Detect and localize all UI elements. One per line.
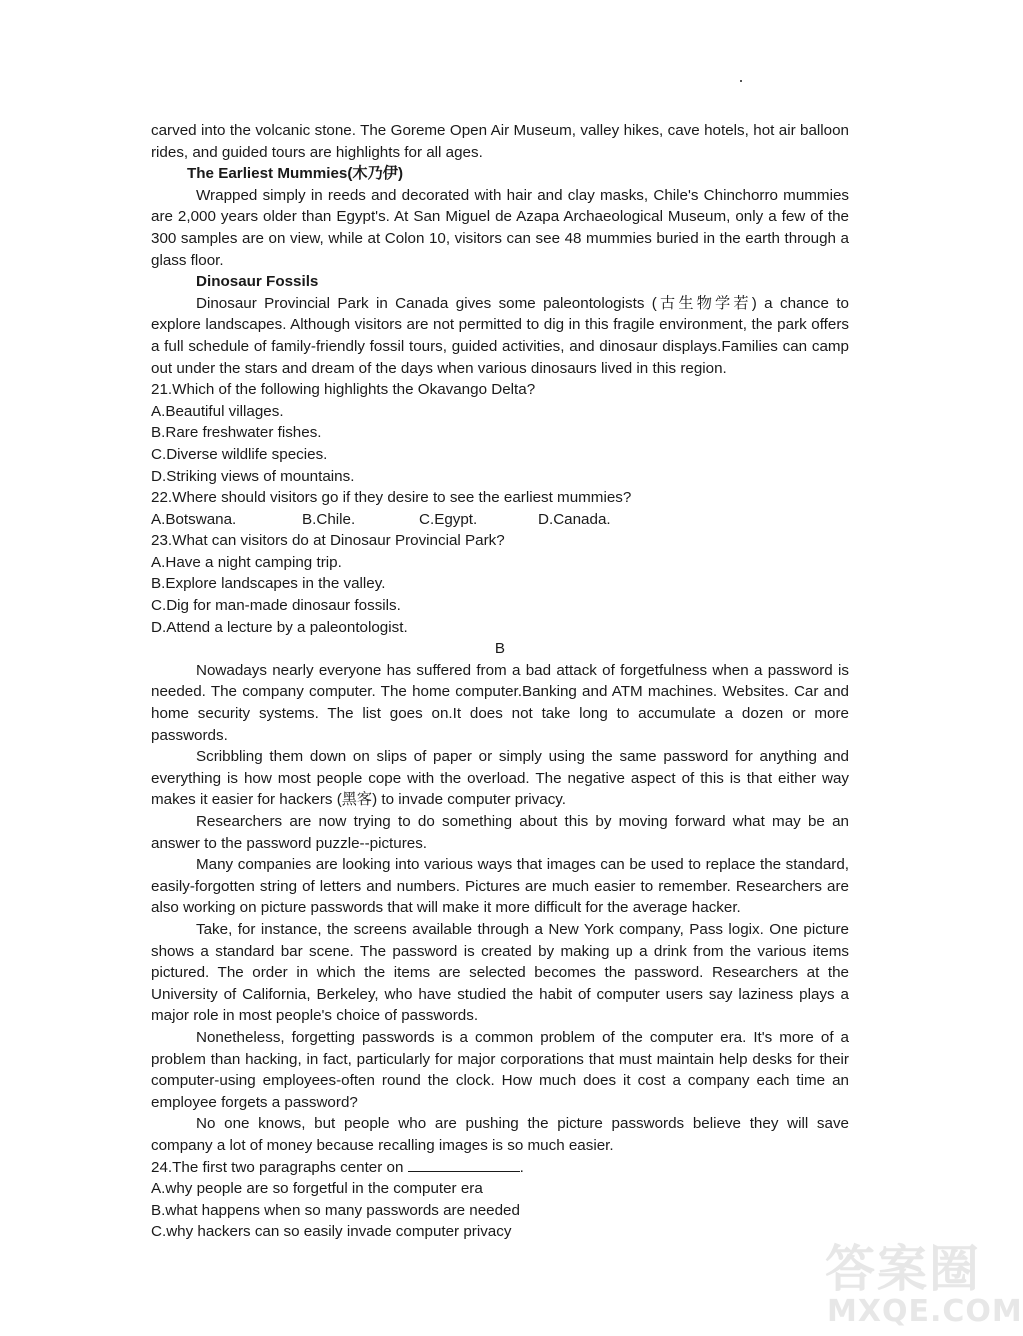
section-title-mummies: The Earliest Mummies(木乃伊) <box>187 165 404 183</box>
question-21-option-a: A.Beautiful villages. <box>151 402 284 420</box>
question-21-option-d: D.Striking views of mountains. <box>151 467 355 485</box>
watermark-logo <box>825 1240 1023 1330</box>
question-24-stem-end: . <box>519 1158 524 1176</box>
question-21-option-c: C.Diverse wildlife species. <box>151 445 328 463</box>
exam-page <box>151 120 849 1243</box>
section-body-dinosaur: Dinosaur Provincial Park in Canada gives some paleontologists (古生物学若) a chance to explore landscapes. Although visitors are not permitted to dig in this fragile environment, the park offers a full schedule of family-friendly fossil tours, guided activities, and dinosaur displays.Families can camp out under the stars and dream of the days when various dinosaurs lived in this region. <box>151 294 849 377</box>
answer-blank <box>408 1157 520 1172</box>
question-22-option-d: D.Canada. <box>538 510 611 528</box>
question-23-option-d: D.Attend a lecture by a paleontologist. <box>151 618 408 636</box>
question-22-options <box>151 509 849 531</box>
question-21-option-b: B.Rare freshwater fishes. <box>151 424 322 442</box>
question-23-option-a: A.Have a night camping trip. <box>151 553 342 571</box>
question-24-option-c: C.why hackers can so easily invade computer privacy <box>151 1223 512 1241</box>
passage-b-paragraph: Scribbling them down on slips of paper or simply using the same password for anything and everything is how most people cope with the overload. The negative aspect of this is that either way makes it easier for hackers (黑客) to invade computer privacy. <box>151 748 849 809</box>
question-24-option-a: A.why people are so forgetful in the computer era <box>151 1180 483 1198</box>
question-24-stem <box>151 1157 849 1179</box>
passage-b-paragraph: Nonetheless, forgetting passwords is a common problem of the computer era. It's more of a problem than hacking, in fact, particularly for major corporations that must maintain help desks for their computer-using employees-often round the clock. How much does it cost a company each time an employee forgets a password? <box>151 1028 849 1111</box>
question-22-option-b: B.Chile. <box>302 510 356 528</box>
passage-b-paragraph: Researchers are now trying to do something about this by moving forward what may be an answer to the password puzzle--pictures. <box>151 813 849 852</box>
passage-b-paragraph: Many companies are looking into various ways that images can be used to replace the standard, easily-forgotten string of letters and numbers. Pictures are much easier to remember. Researchers are also working on picture passwords that will make it more difficult for the average hacker. <box>151 856 849 917</box>
passage-b-paragraph: Nowadays nearly everyone has suffered from a bad attack of forgetfulness when a password is needed. The company computer. The home computer.Banking and ATM machines. Websites. Car and home security systems. The list goes on.It does not take long to accumulate a dozen or more passwords. <box>151 661 849 744</box>
watermark-url: MXQE.COM <box>827 1294 1023 1329</box>
passage-b-paragraph: Take, for instance, the screens available through a New York company, Pass logix. One picture shows a standard bar scene. The password is created by making up a drink from the various items pictured. The order in which the items are selected becomes the password. Researchers at the University of California, Berkeley, who have studied the habit of computer users say laziness plays a major role in most people's choice of passwords. <box>151 920 849 1025</box>
question-23-option-c: C.Dig for man-made dinosaur fossils. <box>151 597 401 615</box>
question-21-stem: 21.Which of the following highlights the Okavango Delta? <box>151 381 536 399</box>
passage-b-label: B <box>494 640 506 658</box>
question-24-stem-text: 24.The first two paragraphs center on <box>151 1158 404 1176</box>
question-22-stem: 22.Where should visitors go if they desire to see the earliest mummies? <box>151 489 632 507</box>
page-dot <box>740 80 742 82</box>
section-title-dinosaur: Dinosaur Fossils <box>196 273 319 291</box>
question-24-option-b: B.what happens when so many passwords are needed <box>151 1201 520 1219</box>
passage-b-paragraph: No one knows, but people who are pushing the picture passwords believe they will save company a lot of money because recalling images is so much easier. <box>151 1115 849 1154</box>
watermark-chars: 答案圈 <box>825 1240 981 1298</box>
question-23-option-b: B.Explore landscapes in the valley. <box>151 575 386 593</box>
question-22-option-c: C.Egypt. <box>419 510 478 528</box>
section-body-mummies: Wrapped simply in reeds and decorated with hair and clay masks, Chile's Chinchorro mummies are 2,000 years older than Egypt's. At San Miguel de Azapa Archaeological Museum, only a few of the 300 samples are on view, while at Colon 10, visitors can see 48 mummies buried in the earth through a glass floor. <box>151 186 849 269</box>
question-22-option-a: A.Botswana. <box>151 510 237 528</box>
question-23-stem: 23.What can visitors do at Dinosaur Provincial Park? <box>151 532 505 550</box>
intro-paragraph: carved into the volcanic stone. The Goreme Open Air Museum, valley hikes, cave hotels, hot air balloon rides, and guided tours are highlights for all ages. <box>151 122 849 161</box>
